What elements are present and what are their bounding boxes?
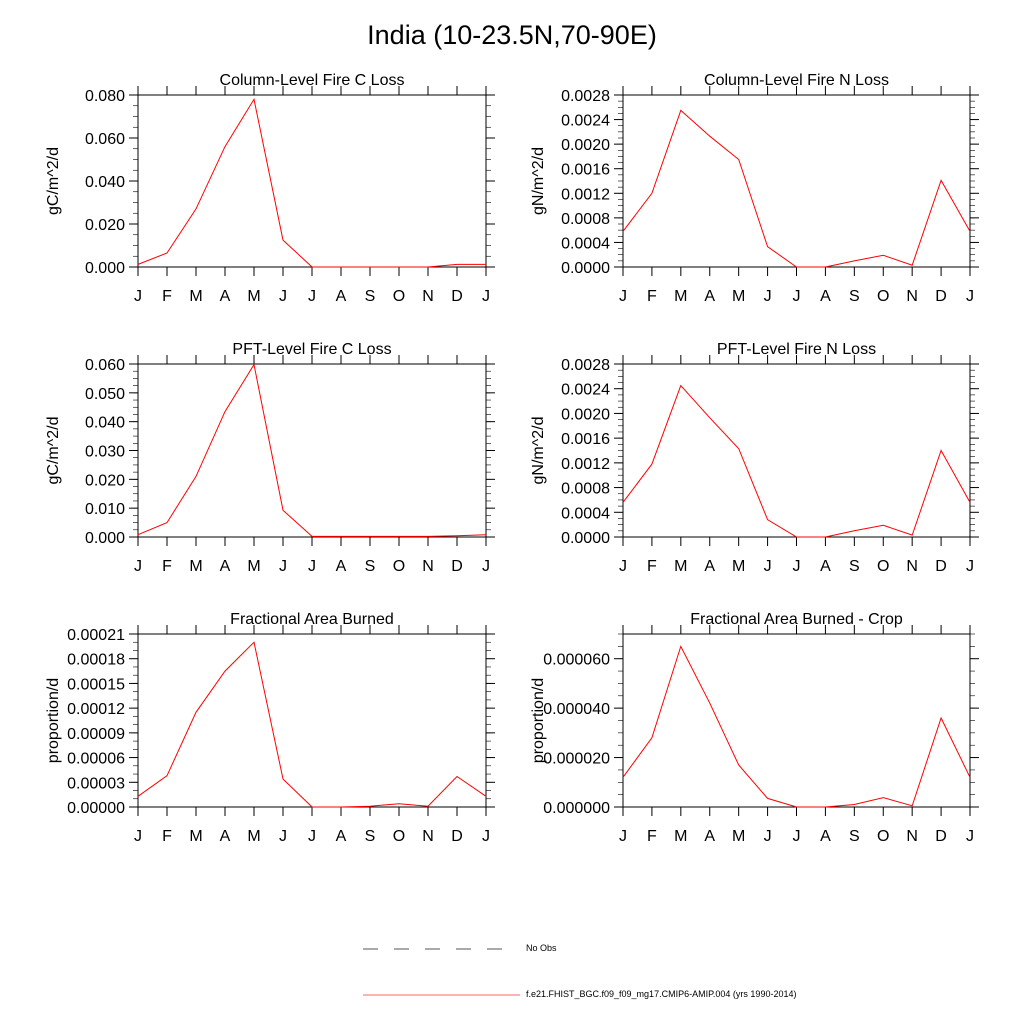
x-tick-label: S [364, 558, 376, 575]
x-tick-label: O [877, 828, 890, 845]
series-line-model [623, 646, 970, 807]
x-tick-label: M [674, 288, 688, 305]
panel-4 [530, 341, 979, 575]
y-tick-label: 0.0012 [561, 186, 610, 204]
plot-frame [138, 364, 486, 537]
plot-frame [623, 634, 970, 807]
x-tick-label: S [364, 288, 376, 305]
x-tick-label: J [308, 558, 316, 575]
x-tick-label: A [219, 828, 231, 845]
panel-title: PFT-Level Fire C Loss [232, 341, 392, 358]
y-axis-label: proportion/d [45, 677, 62, 764]
x-tick-label: J [966, 828, 974, 845]
y-tick-label: 0.000060 [543, 651, 610, 669]
x-tick-label: J [763, 828, 772, 845]
x-tick-label: M [732, 558, 746, 575]
x-tick-label: D [451, 828, 463, 845]
panel-title: PFT-Level Fire N Loss [716, 341, 877, 358]
x-tick-label: M [189, 288, 203, 305]
y-tick-label: 0.080 [84, 88, 125, 105]
x-tick-label: J [279, 828, 287, 845]
series-line-model [138, 642, 486, 807]
y-tick-label: 0.000020 [543, 750, 610, 768]
y-tick-label: 0.0016 [561, 431, 610, 449]
x-tick-label: J [482, 558, 490, 575]
figure-title: India (10-23.5N,70-90E) [367, 20, 657, 50]
x-tick-label: A [219, 288, 231, 305]
x-tick-label: J [279, 558, 287, 575]
panel-5 [45, 611, 495, 845]
y-tick-label: 0.010 [84, 501, 125, 519]
x-tick-label: M [247, 288, 261, 305]
x-tick-label: J [308, 288, 316, 305]
x-tick-label: S [848, 288, 860, 305]
panel-title: Column-Level Fire N Loss [704, 72, 889, 89]
x-tick-label: F [647, 288, 657, 305]
x-tick-label: N [422, 558, 434, 575]
y-tick-label: 0.0024 [561, 381, 610, 399]
x-tick-label: J [482, 288, 490, 305]
y-tick-label: 0.020 [84, 472, 125, 490]
y-tick-label: 0.0004 [561, 505, 610, 523]
y-axis-label: proportion/d [530, 677, 547, 764]
x-tick-label: J [279, 288, 287, 305]
x-tick-label: J [792, 558, 801, 575]
x-tick-label: M [247, 828, 261, 845]
x-tick-label: A [704, 288, 716, 305]
y-tick-label: 0.0020 [561, 406, 610, 424]
x-tick-label: M [674, 558, 688, 575]
x-tick-label: F [162, 828, 172, 845]
x-tick-label: A [820, 288, 831, 305]
panel-title: Fractional Area Burned - Crop [690, 611, 903, 628]
y-tick-label: 0.0024 [561, 112, 610, 130]
x-tick-label: J [134, 558, 142, 575]
panel-title: Fractional Area Burned [230, 611, 394, 628]
x-tick-label: J [482, 828, 490, 845]
y-axis-label: gN/m^2/d [530, 147, 547, 215]
x-tick-label: N [422, 828, 434, 845]
x-tick-label: A [335, 828, 347, 845]
y-tick-label: 0.050 [84, 385, 125, 403]
y-axis-label: gC/m^2/d [45, 147, 62, 215]
y-tick-label: 0.060 [84, 357, 125, 374]
series-line-model [138, 99, 486, 267]
x-tick-label: J [966, 288, 974, 305]
y-tick-label: 0.00000 [67, 800, 125, 817]
x-tick-label: J [134, 288, 142, 305]
x-tick-label: O [392, 288, 406, 305]
series-line-model [623, 110, 970, 267]
y-tick-label: 0.0020 [561, 137, 610, 155]
y-tick-label: 0.0008 [561, 480, 610, 498]
x-tick-label: J [619, 288, 627, 305]
y-tick-label: 0.060 [84, 131, 125, 148]
x-tick-label: D [451, 288, 463, 305]
x-tick-label: D [935, 558, 947, 575]
x-tick-label: D [451, 558, 463, 575]
y-axis-label: gC/m^2/d [45, 416, 62, 485]
y-tick-label: 0.040 [84, 174, 125, 191]
y-axis-label: gN/m^2/d [530, 416, 547, 485]
x-tick-label: O [392, 558, 406, 575]
series-line-model [623, 386, 970, 537]
x-tick-label: D [935, 288, 947, 305]
y-tick-label: 0.000000 [543, 800, 610, 817]
plot-frame [138, 634, 486, 807]
x-tick-label: A [820, 558, 831, 575]
x-tick-label: A [335, 288, 347, 305]
x-tick-label: N [906, 558, 918, 575]
x-tick-label: M [189, 558, 203, 575]
plot-frame [138, 95, 486, 267]
x-tick-label: J [308, 828, 316, 845]
x-tick-label: N [906, 828, 918, 845]
x-tick-label: A [820, 828, 831, 845]
y-tick-label: 0.0000 [561, 260, 610, 277]
x-tick-label: M [674, 828, 688, 845]
y-tick-label: 0.0028 [561, 88, 610, 105]
y-tick-label: 0.0016 [561, 161, 610, 179]
x-tick-label: N [906, 288, 918, 305]
x-tick-label: F [647, 828, 657, 845]
x-tick-label: S [848, 558, 860, 575]
x-tick-label: F [647, 558, 657, 575]
x-tick-label: S [848, 828, 860, 845]
x-tick-label: A [704, 558, 716, 575]
series-line-model [138, 365, 486, 537]
x-tick-label: A [335, 558, 347, 575]
y-tick-label: 0.00012 [67, 701, 125, 719]
y-tick-label: 0.020 [84, 217, 125, 234]
panel-title: Column-Level Fire C Loss [219, 72, 405, 89]
x-tick-label: D [935, 828, 947, 845]
y-tick-label: 0.0008 [561, 210, 610, 228]
x-tick-label: F [162, 558, 172, 575]
x-tick-label: J [134, 828, 142, 845]
x-tick-label: O [877, 288, 890, 305]
panel-6 [530, 611, 979, 845]
y-tick-label: 0.00006 [67, 750, 125, 768]
y-tick-label: 0.040 [84, 414, 125, 432]
y-tick-label: 0.00003 [67, 775, 125, 793]
panel-3 [45, 341, 495, 575]
x-tick-label: J [619, 558, 627, 575]
x-tick-label: M [247, 558, 261, 575]
plot-frame [623, 95, 970, 267]
y-tick-label: 0.000040 [543, 701, 610, 719]
x-tick-label: J [966, 558, 974, 575]
y-tick-label: 0.00021 [67, 627, 125, 644]
x-tick-label: J [763, 558, 772, 575]
y-tick-label: 0.00015 [67, 676, 125, 694]
x-tick-label: J [792, 828, 801, 845]
y-tick-label: 0.00009 [67, 725, 125, 743]
x-tick-label: S [364, 828, 376, 845]
panel-2 [530, 72, 979, 305]
y-tick-label: 0.00018 [67, 651, 125, 669]
x-tick-label: J [792, 288, 801, 305]
x-tick-label: O [877, 558, 890, 575]
x-tick-label: J [619, 828, 627, 845]
legend-label-no-obs: No Obs [526, 943, 557, 953]
y-tick-label: 0.0028 [561, 357, 610, 374]
x-tick-label: F [162, 288, 172, 305]
x-tick-label: A [704, 828, 716, 845]
x-tick-label: J [763, 288, 772, 305]
x-tick-label: O [392, 828, 406, 845]
y-tick-label: 0.0000 [561, 530, 610, 547]
x-tick-label: M [189, 828, 203, 845]
legend-label-model: f.e21.FHIST_BGC.f09_f09_mg17.CMIP6-AMIP.004 (yrs 1990-2014) [526, 989, 797, 999]
y-tick-label: 0.0012 [561, 455, 610, 473]
x-tick-label: A [219, 558, 231, 575]
x-tick-label: N [422, 288, 434, 305]
y-tick-label: 0.000 [84, 260, 125, 277]
y-tick-label: 0.0004 [561, 235, 610, 253]
x-tick-label: M [732, 288, 746, 305]
y-tick-label: 0.030 [84, 443, 125, 461]
y-tick-label: 0.000 [84, 530, 125, 547]
panel-1 [45, 72, 495, 305]
x-tick-label: M [732, 828, 746, 845]
plot-frame [623, 364, 970, 537]
